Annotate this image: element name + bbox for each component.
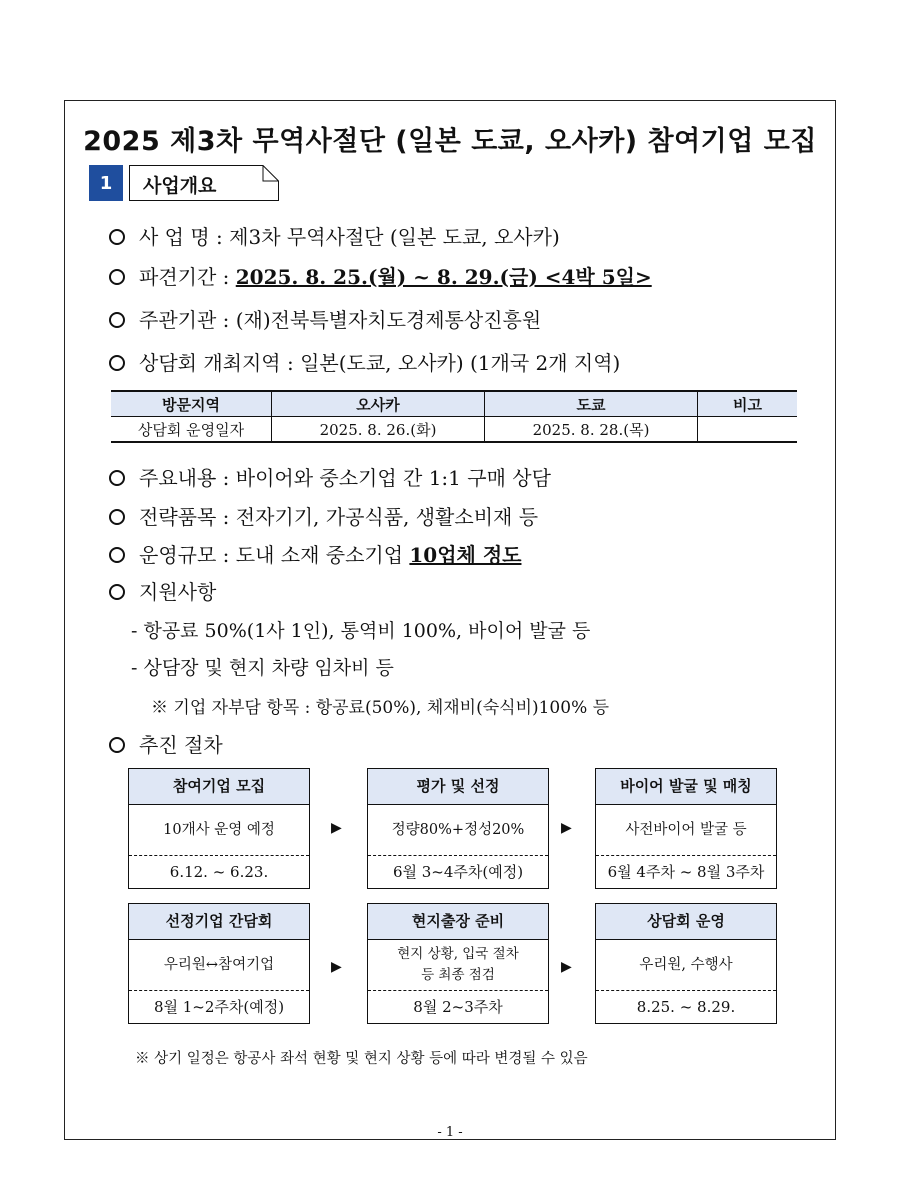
- section-number: 1: [89, 165, 123, 201]
- circle-bullet-icon: [109, 547, 125, 563]
- page-number: - 1 -: [437, 1125, 463, 1140]
- separator: :: [222, 543, 230, 567]
- details-content-line: [109, 462, 551, 491]
- value: 일본(도쿄, 오사카) (1개국 2개 지역): [300, 351, 621, 375]
- header-cell: 오사카: [272, 391, 485, 417]
- step-desc: 10개사 운영 예정: [129, 805, 309, 856]
- label: 지원사항: [139, 580, 217, 604]
- table-header-row: [111, 391, 797, 417]
- section-heading: [89, 165, 260, 201]
- step-desc: 정량80%+정성20%: [368, 805, 548, 856]
- separator: :: [222, 505, 230, 529]
- process-step: [595, 768, 777, 889]
- step-date: 8월 1~2주차(예정): [153, 998, 285, 1016]
- label: 주관기관: [139, 308, 217, 332]
- details-items-line: [109, 501, 538, 530]
- step-desc: 현지 상황, 입국 절차 등 최종 점검: [368, 940, 548, 991]
- details-process-line: [109, 729, 223, 758]
- value: 제3차 무역사절단 (일본 도쿄, 오사카): [229, 225, 560, 249]
- table-cell: [698, 417, 798, 443]
- label: 주요내용: [139, 466, 217, 490]
- circle-bullet-icon: [109, 737, 125, 753]
- header-cell: 비고: [698, 391, 798, 417]
- value: 바이어와 중소기업 간 1:1 구매 상담: [235, 466, 551, 490]
- circle-bullet-icon: [109, 269, 125, 285]
- label: 추진 절차: [139, 733, 223, 757]
- label: 운영규모: [139, 543, 217, 567]
- details-scale-line: [109, 539, 521, 568]
- label: 전략품목: [139, 505, 217, 529]
- table-cell: 상담회 운영일자: [111, 417, 272, 443]
- step-title: 바이어 발굴 및 매칭: [596, 769, 776, 805]
- step-date: 8.25. ~ 8.29.: [636, 998, 736, 1016]
- document-title: 2025 제3차 무역사절단 (일본 도쿄, 오사카) 참여기업 모집: [83, 126, 817, 157]
- step-date: 6월 4주차 ~ 8월 3주차: [607, 863, 765, 881]
- label: 파견기간: [139, 265, 217, 289]
- step-date: 6월 3~4주차(예정): [392, 863, 524, 881]
- table-row: [111, 417, 797, 443]
- step-date: 8월 2~3주차: [413, 998, 503, 1016]
- separator: :: [222, 308, 230, 332]
- overview-period-line: [109, 261, 652, 290]
- circle-bullet-icon: [109, 470, 125, 486]
- value: 전자기기, 가공식품, 생활소비재 등: [235, 505, 539, 529]
- table-cell: 2025. 8. 26.(화): [272, 417, 485, 443]
- document-frame: [64, 100, 836, 1140]
- arrow-right-icon: ▶: [331, 959, 342, 975]
- value: 도내 소재 중소기업: [235, 543, 404, 567]
- step-title: 선정기업 간담회: [129, 904, 309, 940]
- value: (재)전북특별자치도경제통상진흥원: [235, 308, 542, 332]
- step-title: 현지출장 준비: [368, 904, 548, 940]
- process-step: [367, 768, 549, 889]
- step-title: 평가 및 선정: [368, 769, 548, 805]
- details-support-line: [109, 576, 216, 605]
- label: 상담회 개최지역: [139, 351, 281, 375]
- arrow-right-icon: ▶: [561, 820, 572, 836]
- visit-schedule-table: [111, 390, 797, 443]
- section-label: 사업개요: [143, 175, 217, 197]
- section-label-tab: [129, 165, 260, 201]
- header-cell: 방문지역: [111, 391, 272, 417]
- process-step: [128, 903, 310, 1024]
- overview-name-line: [109, 221, 560, 250]
- step-title: 참여기업 모집: [129, 769, 309, 805]
- support-item: - 항공료 50%(1사 1인), 통역비 100%, 바이어 발굴 등: [131, 620, 591, 642]
- overview-host-line: [109, 304, 541, 333]
- process-step: [595, 903, 777, 1024]
- circle-bullet-icon: [109, 509, 125, 525]
- process-step: [128, 768, 310, 889]
- separator: :: [216, 225, 223, 249]
- separator: :: [222, 466, 230, 490]
- scale-highlight: 10업체 정도: [409, 543, 522, 567]
- table-cell: 2025. 8. 28.(목): [485, 417, 698, 443]
- header-cell: 도쿄: [485, 391, 698, 417]
- circle-bullet-icon: [109, 355, 125, 371]
- process-step: [367, 903, 549, 1024]
- period-value: 2025. 8. 25.(월) ~ 8. 29.(금) <4박 5일>: [235, 265, 652, 289]
- overview-region-line: [109, 347, 620, 376]
- circle-bullet-icon: [109, 229, 125, 245]
- schedule-footnote: ※ 상기 일정은 항공사 좌석 현황 및 현지 상황 등에 따라 변경될 수 있음: [135, 1051, 588, 1067]
- arrow-right-icon: ▶: [331, 820, 342, 836]
- separator: :: [222, 265, 230, 289]
- circle-bullet-icon: [109, 312, 125, 328]
- support-item: - 상담장 및 현지 차량 임차비 등: [131, 657, 394, 679]
- arrow-right-icon: ▶: [561, 959, 572, 975]
- step-desc: 우리원↔참여기업: [129, 940, 309, 991]
- step-date: 6.12. ~ 6.23.: [169, 863, 269, 881]
- separator: :: [286, 351, 294, 375]
- step-desc: 사전바이어 발굴 등: [596, 805, 776, 856]
- circle-bullet-icon: [109, 584, 125, 600]
- label: 사 업 명: [139, 225, 210, 249]
- step-desc: 우리원, 수행사: [596, 940, 776, 991]
- step-title: 상담회 운영: [596, 904, 776, 940]
- support-note: ※ 기업 자부담 항목 : 항공료(50%), 체재비(숙식비)100% 등: [151, 698, 610, 718]
